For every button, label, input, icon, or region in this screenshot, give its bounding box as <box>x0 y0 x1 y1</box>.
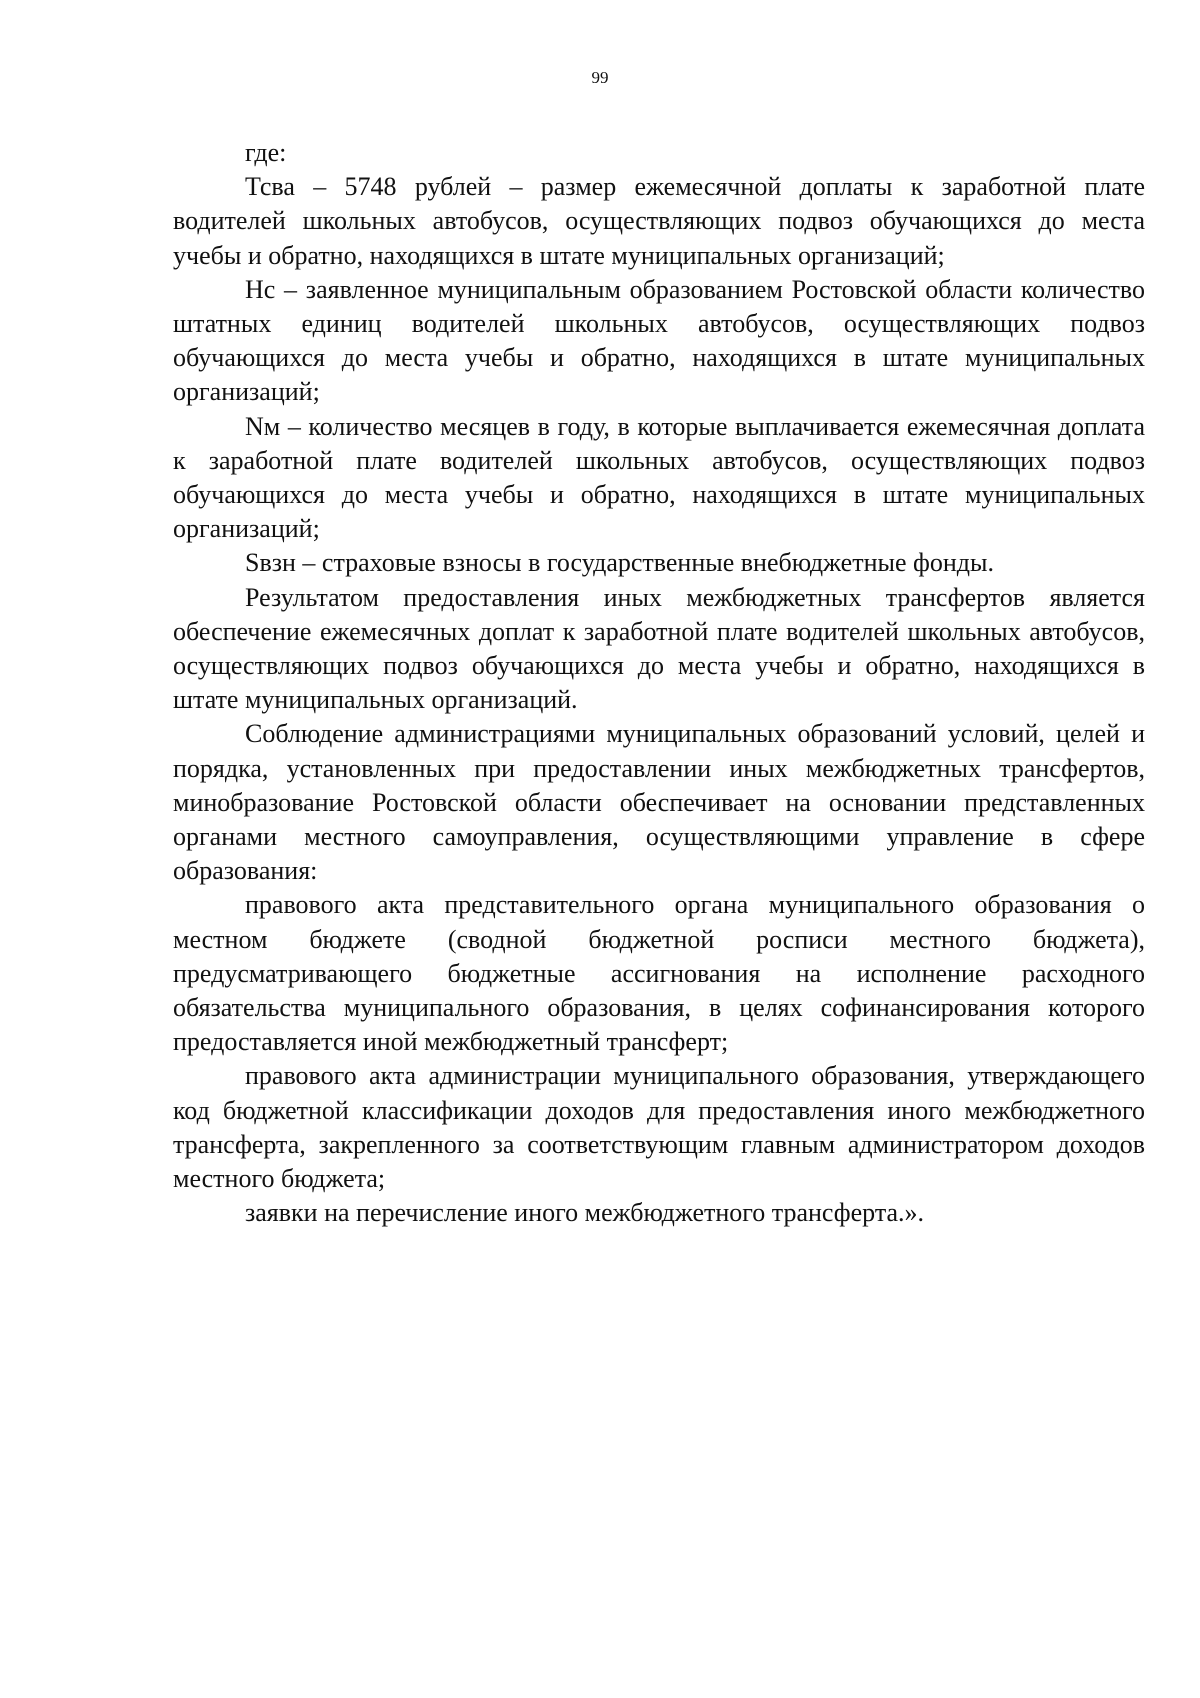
paragraph-nc-definition: Нс – заявленное муниципальным образованием Ростовской области количество штатных единиц водителей школьных автобусов, осуществляющих подвоз обучающихся до места учебы и обратно, находящихся в штате муниципальных организаций; <box>173 274 1145 407</box>
page-number: 99 <box>591 68 609 87</box>
paragraph-tsva-definition: Тсва – 5748 рублей – размер ежемесячной доплаты к заработной плате водителей школьных автобусов, осуществляющих подвоз обучающихся до места учебы и обратно, находящихся в штате муниципальных организаций; <box>173 172 1145 270</box>
paragraph-svzn-definition: Sвзн – страховые взносы в государственные внебюджетные фонды. <box>245 548 994 578</box>
paragraph-result: Результатом предоставления иных межбюджетных трансфертов является обеспечение ежемесячных доплат к заработной плате водителей школьных автобусов, осуществляющих подвоз обучающихся до места учебы и обратно, находящихся в штате муниципальных организаций. <box>173 582 1145 715</box>
paragraph-legal-act-administration: правового акта администрации муниципального образования, утверждающего код бюджетной классификации доходов для предоставления иного межбюджетного трансферта, закрепленного за соответствующим главным администратором доходов местного бюджета; <box>173 1061 1145 1194</box>
paragraph-transfer-request: заявки на перечисление иного межбюджетного трансферта.». <box>245 1198 925 1228</box>
paragraph-nm-definition: Nм – количество месяцев в году, в которые выплачивается ежемесячная доплата к заработной плате водителей школьных автобусов, осуществляющих подвоз обучающихся до места учебы и обратно, находящихся в штате муниципальных организаций; <box>173 411 1145 544</box>
paragraph-where: где: <box>245 138 287 167</box>
paragraph-compliance: Соблюдение администрациями муниципальных образований условий, целей и порядка, установленных при предоставлении иных межбюджетных трансфертов, минобразование Ростовской области обеспечивает на основании представленных органами местного самоуправления, осуществляющими управление в сфере образования: <box>173 719 1145 886</box>
paragraph-legal-act-budget: правового акта представительного органа муниципального образования о местном бюджете (сводной бюджетной росписи местного бюджета), предусматривающего бюджетные ассигнования на исполнение расходного обязательства муниципального образования, в целях софинансирования которого предоставляется иной межбюджетный трансферт; <box>173 890 1145 1057</box>
document-body <box>173 136 1145 1231</box>
